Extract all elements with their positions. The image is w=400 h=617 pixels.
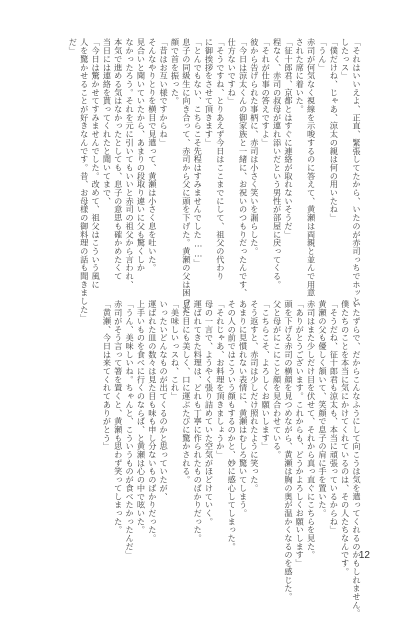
upper-text-column: だ」 (68, 38, 79, 55)
lower-text-column: 「そうだね、征十郎君も涼太も、本当に頑張っているからね」 (329, 300, 340, 534)
lower-text-column: 赤司がそう言って箸を置くと、黄瀬も思わず笑ってしまった。 (113, 300, 124, 534)
upper-text-column: 「征十郎君、京都とはすぐに連絡が取れないそうだ」 (283, 38, 294, 239)
lower-text-column: 見た目にも美しく、口に運ぶたびに驚かされる。 (181, 300, 192, 484)
upper-text-column: 「今日は驚かせてすみませんでした。改めて、祖父はこういう風に (91, 38, 102, 289)
lower-text-column: 上手いものを食べに行くのならば、と黄瀬は心の中で呟いた。 (136, 300, 147, 534)
lower-text-column: 「美味しいっスね、これ」 (170, 300, 181, 401)
upper-text-column: 当日には連絡を貰ってくれたと聞いてまで、 (102, 38, 113, 205)
upper-text-column: 「うん」 (317, 38, 328, 72)
lower-text-column: 赤司はまた少しだけ目を伏せて、それから真っ直ぐにこちらを見た。 (306, 300, 317, 559)
upper-text-column: したっス」 (340, 38, 351, 80)
upper-text-column: 「僕だけね、じゃあ、涼太の親は何の用いたね」 (329, 38, 340, 222)
upper-text-column: 「今日は涼太くんの御家族と一緒に、お祝いのつもりだったんです、 (238, 38, 249, 297)
upper-text-column: 「とんでもない、こちらこそ先程はすみませんでした……」 (193, 38, 204, 268)
upper-text-column: 見合いと聞いていたから、あまりの段取り違いに父も驚くしか (136, 38, 147, 272)
upper-text-column: 「それはいいえよ、正直、緊張してたから、いたのが赤司っちでホッと (352, 38, 362, 306)
upper-text-column: 程なく、赤司の叔母が連れ添いだという男性が部屋に戻ってくる。 (272, 38, 283, 289)
lower-text-column: そう返すと、赤司は少しだけ照れたように笑った。 (249, 300, 260, 493)
lower-text-column: 「それじゃあ、お料理を頂きましょうか」 (215, 300, 226, 459)
lower-text-column: 僕たちのことを本当に気にかけてくれているのは、その人たちなんです。 (340, 300, 351, 576)
upper-text-column: 彼から告げられた事柄に、赤司は小さく笑いを漏らした。 (249, 38, 260, 256)
upper-text-column: 人を驚かせることが好きなんです。昔、お母様の御料理の話も聞きました」 (79, 38, 90, 322)
lower-text-column: その人の前ではこういう顔もするのかと、妙に感心してしまった。 (227, 300, 238, 551)
upper-text-column: された席に着いた。 (295, 38, 306, 114)
upper-text-column: 本気で進める気はなかったとしても、息子の意思も確かめたくて (113, 38, 124, 281)
page-number: 12 (358, 550, 370, 561)
lower-text-column: 父と母がにこにこと顔を見合わせている。 (272, 300, 283, 459)
upper-text-column: に御挨拶をさせて頂きます」 (204, 38, 215, 147)
lower-text-column: 頭を下げる赤司の横顔を見つめながら、黄瀬は胸の奥が温かくなるのを感じた。 (283, 300, 294, 601)
lower-text-column: 母の一言で、ようやく張り詰めていた空気がほどけていく。 (204, 300, 215, 526)
lower-text-column: 「うん、美味しいね。ちゃんと、こういうものが食べたかったんだ」 (125, 300, 136, 559)
upper-text-column: そんなやりとりを横目で見遣って、黄瀬は小さく息を吐いた。 (147, 38, 158, 272)
upper-text-column: 仕方ないですね」 (227, 38, 238, 105)
lower-text-column: いったいどんなものが出てくるのかと思っていたが、 (159, 300, 170, 501)
lower-text-column: 黄瀬の父も優しく頷いて、笑顔で息子の肩に手を置いた。 (317, 300, 328, 518)
lower-text-column: いたずらで、だからこんなふうにして向こうは気を遣ってくれるのかもしれません。 (352, 300, 362, 617)
upper-text-column: 「昔はお互い様ですからね」 (159, 38, 170, 147)
upper-text-column: 「そうですね、とりあえず今日はここまでにして、祖父の代わり (215, 38, 226, 281)
lower-text-column: 運ばれた皿の数々は見た目も味も申し分ないものばかりだった。 (147, 300, 158, 543)
upper-text-column: なかったろう。それを元に引いてもいいと赤司の祖父から言われ、 (125, 38, 136, 289)
lower-text-column: あまりに見慣れない表情に、黄瀬はむしろ驚いてしまう。 (238, 300, 249, 518)
lower-text-column: 運ばれてきた料理は、どれも丁寧に作られたものばかりだった。 (193, 300, 204, 543)
lower-text-column: 「ありがとうございます。これからも、どうかよろしくお願いします」 (295, 300, 306, 568)
upper-text-column: 赤司が何気なく視線を示唆するのに答えて、黄瀬は両親と並んで用意 (306, 38, 317, 297)
upper-text-column: 息子の同級生に向き合って、赤司から父に頭を下げた。黄瀬の父は困った (181, 38, 192, 314)
upper-text-column: 顔で首を振った。 (170, 38, 181, 105)
lower-text-block (46, 300, 362, 617)
upper-text-block (46, 38, 362, 322)
lower-text-column: 「こちらこそ、よろしくお願いします」 (261, 300, 272, 451)
upper-text-column: 「それが仕事の答えですよ」 (261, 38, 272, 147)
lower-text-column: 「黄瀬、今日は来てくれてありがとう」 (102, 300, 113, 451)
